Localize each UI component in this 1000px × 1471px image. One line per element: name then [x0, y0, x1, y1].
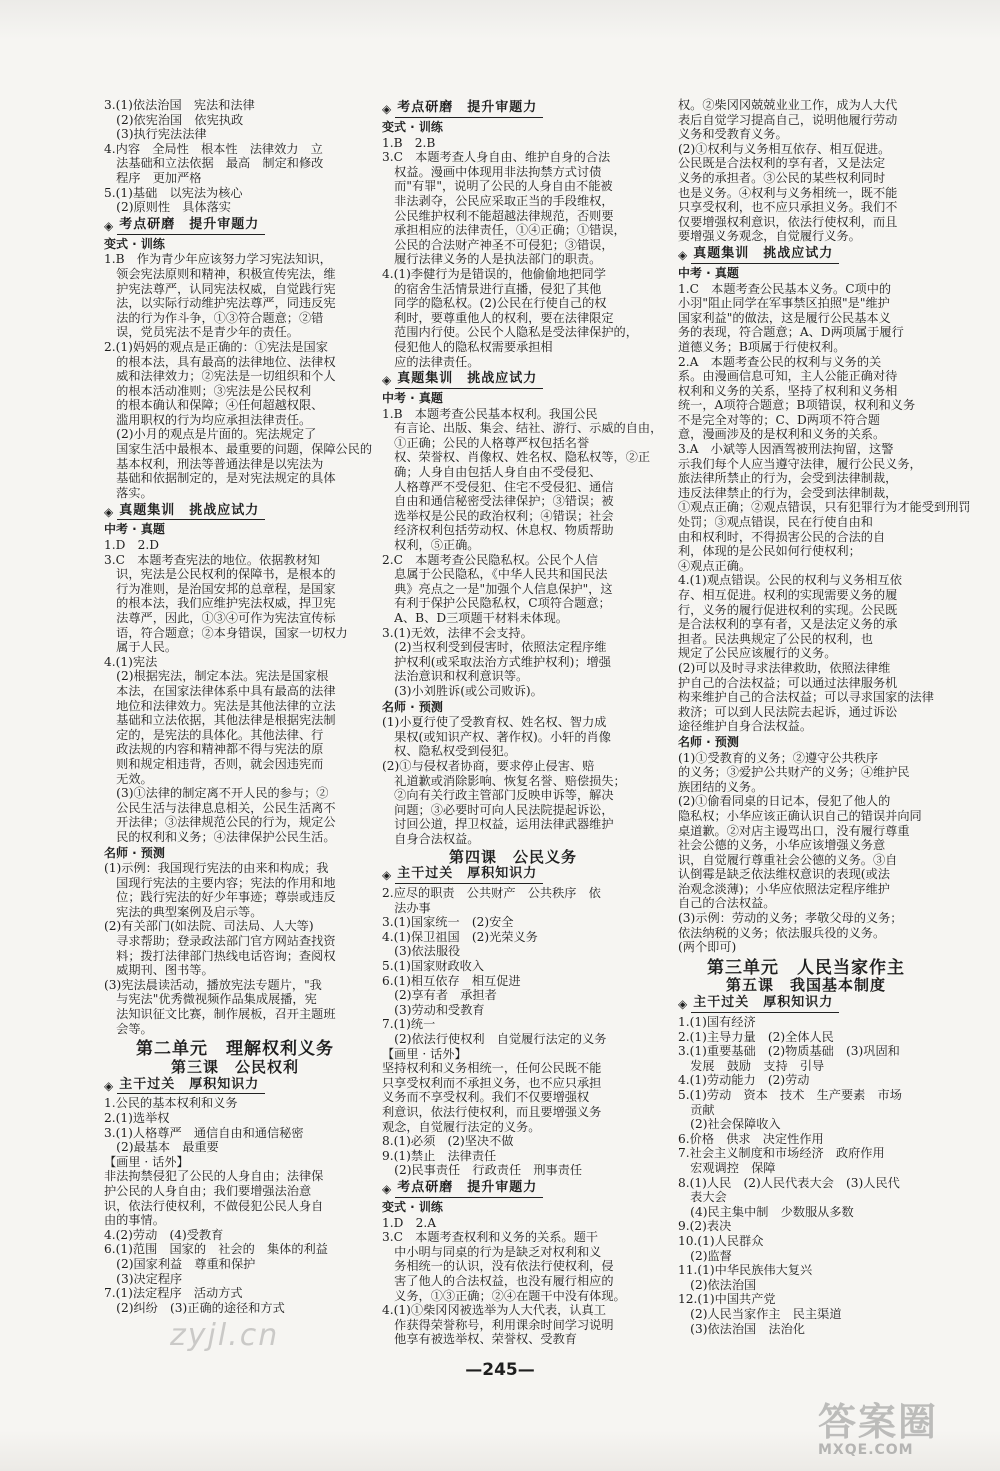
text-line: 法的行为作斗争，①③符合题意；②错: [104, 310, 324, 325]
text-line: 护权利(或采取法治方式维护权利)；增强: [382, 654, 611, 669]
text-line: 由的事情。: [104, 1213, 165, 1228]
text-line: 也是义务。④权利与义务相统一，既不能: [678, 185, 898, 200]
text-line: 发展 鼓励 支持 引导: [678, 1058, 825, 1073]
text-line: 要增强义务观念，自觉履行义务。: [678, 229, 861, 244]
text-line: 法办事: [382, 900, 431, 915]
text-line: 会等。: [104, 1021, 153, 1036]
text-line: 1.D 2.D: [104, 538, 159, 553]
text-line: 法，以实际行动维护宪法尊严，同违反宪: [104, 296, 336, 311]
text-line: 而"有罪"，说明了公民的人身自由不能被: [382, 179, 613, 194]
diamond-icon: ◈: [678, 997, 688, 1012]
text-line: 承担相应的法律责任，①④正确；①错误，: [382, 223, 626, 238]
text-line: 【画里 · 话外】: [382, 1046, 467, 1061]
text-line: (1)小夏行使了受教育权、姓名权、智力成: [382, 715, 607, 730]
text-line: 经济权利包括劳动权、休息权、物质帮助: [382, 523, 614, 538]
text-line: 法基础和立法依据 最高 制定和修改: [104, 156, 324, 171]
text-line: 威期刊、图书等。: [104, 963, 214, 978]
text-line: 9.(1)禁止 法律责任: [382, 1148, 497, 1163]
text-line: (2)享有者 承担者: [382, 988, 497, 1003]
text-line: (3)决定程序: [104, 1271, 183, 1286]
text-line: 贡献: [678, 1102, 715, 1117]
section-heading: [104, 503, 366, 520]
section-heading: [104, 218, 366, 235]
text-line: 非法剥夺，公民应采取正当的手段维权，: [382, 193, 614, 208]
text-line: 2.(1)主导力量 (2)全体人民: [678, 1029, 834, 1044]
lesson-title: 第四课 公民义务: [448, 847, 577, 866]
text-line: 典》亮点之一是"加强个人信息保护"，这: [382, 581, 613, 596]
text-line: 的义务；③爱护公共财产的义务；④维护民: [678, 765, 910, 780]
column-middle: [382, 98, 663, 1348]
text-line: 的根本确认和保障；④任何超越权限、: [104, 398, 324, 413]
text-line: 5.(1)基础 以宪法为核心: [104, 185, 243, 200]
text-line: 无效。: [104, 771, 153, 786]
text-line: 领会宪法原则和精神，积极宣传宪法，维: [104, 266, 336, 281]
subsection-label: 名师 · 预测: [382, 699, 443, 714]
subsection-label: 中考 · 真题: [382, 391, 443, 406]
text-line: 他享有被选举权、荣誉权、受教育: [382, 1332, 577, 1347]
text-line: 违反法律禁止的行为，会受到法律制裁，: [678, 485, 898, 500]
text-line: 公民生活与法律息息相关，公民生活离不: [104, 800, 336, 815]
section-heading-label: 真题集训 挑战应试力: [395, 372, 543, 389]
text-line: 行，义务的履行促进权利的实现。公民既: [678, 602, 898, 617]
text-line: 3.(1)无效，法律不会支持。: [382, 625, 533, 640]
column-right: [678, 98, 971, 1348]
text-line: 果权(或知识产权、著作权)。小轩的肖像: [382, 729, 611, 744]
text-line: 2.(1)妈妈的观点是正确的：①宪法是国家: [104, 339, 328, 354]
section-heading: [382, 1181, 644, 1198]
text-line: 问题；③必要时可向人民法院提起诉讼，: [382, 802, 614, 817]
text-line: 7.(1)法定程序 活动方式: [104, 1286, 243, 1301]
text-line: 5.(1)国家财政收入: [382, 959, 485, 974]
text-line: 利，体现的是公民如何行使权利；: [678, 544, 861, 559]
text-line: 基础和立法依据，其他法律是根据宪法制: [104, 713, 336, 728]
text-line: 的根本活动准则；③宪法是公民权利: [104, 383, 312, 398]
watermark-logo-text: 答案圈: [818, 1400, 939, 1444]
text-line: (2)依法行使权利 自觉履行法定的义务: [382, 1032, 607, 1047]
text-line: (3)小刘胜诉(或公司败诉)。: [382, 683, 543, 698]
subsection-label: 变式 · 训练: [382, 1199, 443, 1214]
text-line: 有利于保护公民隐私权，C项符合题意；: [382, 596, 611, 611]
unit-title: 第三单元 人民当家作主: [707, 957, 905, 978]
text-line: (2)纠纷 (3)正确的途径和方式: [104, 1300, 285, 1315]
text-line: ④观点正确。: [678, 558, 752, 573]
text-line: 1.公民的基本权利和义务: [104, 1096, 238, 1111]
text-line: 威和法律效力；②宪法是一切组织和个人: [104, 369, 336, 384]
text-line: 务的表现，符合题意；A、D两项属于履行: [678, 325, 904, 340]
text-line: 公民维护权利不能超越法律规范，否则要: [382, 208, 614, 223]
text-line: 小羽"阻止同学在军事禁区拍照"是"维护: [678, 296, 890, 311]
text-line: 法尊严，因此，①③④可作为宪法宣传标: [104, 611, 336, 625]
text-line: 识，自觉履行尊重社会公德的义务。③自: [678, 852, 898, 867]
text-line: 权。②柴冈冈兢兢业业工作，成为人大代: [678, 98, 898, 112]
text-line: (3)执行宪法法律: [104, 127, 207, 142]
text-line: 社会公德的义务，小华应该增强义务意: [678, 838, 886, 853]
text-line: 4.(1)李健行为是错误的，他偷偷地把同学: [382, 266, 606, 281]
text-line: (3)宪法晨读活动，播放宪法专题片，"我: [104, 977, 322, 992]
unit-title: 第二单元 理解权利义务: [136, 1039, 334, 1060]
text-line: 治观念淡薄)；小华应依照法定程序维护: [678, 881, 890, 896]
text-line: 民的权利和义务；④法律保护公民生活。: [104, 829, 336, 844]
text-line: 5.(1)劳动 资本 技术 生产要素 市场: [678, 1088, 902, 1102]
text-line: 12.(1)中国共产党: [678, 1292, 776, 1307]
text-line: (2)原则性 具体落实: [104, 200, 231, 215]
text-line: (两个即可): [678, 940, 737, 955]
text-line: 则和规定相违背，否则，就会因违宪而: [104, 756, 324, 771]
text-line: (2)国家利益 尊重和保护: [104, 1256, 256, 1271]
text-line: (2)依法治国: [678, 1277, 757, 1292]
text-line: 3.(1)国家统一 (2)安全: [382, 915, 514, 930]
text-line: 自由和通信秘密受法律保护；③错误；被: [382, 494, 614, 509]
text-line: 基本权利，刑法等普通法律是以宪法为: [104, 456, 324, 471]
text-line: ②向有关行政主管部门反映申诉等，解决: [382, 788, 614, 803]
text-line: 4.(1)观点错误。公民的权利与义务相互依: [678, 573, 902, 588]
section-heading: [678, 247, 934, 264]
text-line: 定的，是宪法的具体化。其他法律、行: [104, 727, 324, 742]
text-line: 只享受权利，也不应只承担义务。我们不: [678, 200, 898, 215]
text-line: 仅要增强权利意识，依法行使权利，而且: [678, 214, 898, 229]
text-line: 4.内容 全局性 根本性 法律效力 立: [104, 141, 323, 156]
text-line: 【画里 · 话外】: [104, 1154, 189, 1169]
text-line: 依法纳税的义务；依法服兵役的义务。: [678, 925, 886, 940]
text-line: 应的法律责任。: [382, 354, 480, 369]
text-line: (1)①受教育的义务；②遵守公共秩序: [678, 750, 879, 765]
text-line: 10.(1)人民群众: [678, 1233, 764, 1248]
text-line: 3.(1)依法治国 宪法和法律: [104, 98, 255, 112]
text-line: (2)可以及时寻求法律救助，依照法律维: [678, 660, 891, 675]
text-line: 讨回公道，捍卫权益，运用法律武器维护: [382, 817, 614, 832]
text-line: (2)人民当家作主 民主渠道: [678, 1306, 842, 1321]
text-line: (4)民主集中制 少数服从多数: [678, 1204, 854, 1219]
diamond-icon: ◈: [104, 218, 114, 233]
text-line: 系。由漫画信息可知，主人公能正确对待: [678, 369, 898, 384]
text-line: 担者。民法典规定了公民的权利，也: [678, 631, 873, 646]
text-line: 是合法权利的享有者，又是法定义务的承: [678, 617, 898, 632]
text-line: 途径维护自身合法权益。: [678, 719, 813, 734]
section-heading: [678, 996, 934, 1013]
text-line: 非法拘禁侵犯了公民的人身自由；法律保: [104, 1169, 324, 1184]
text-line: 利时，要尊重他人的权利，要在法律限定: [382, 310, 614, 325]
text-line: 示我们每个人应当遵守法律，履行公民义务，: [678, 456, 922, 471]
subsection-label: 名师 · 预测: [678, 734, 739, 749]
text-line: 4.(1)劳动能力 (2)劳动: [678, 1073, 810, 1088]
text-line: 义务的承担者。③公民的某些权利同时: [678, 170, 886, 185]
subsection-label: 名师 · 预测: [104, 845, 165, 860]
text-line: 同学的隐私权。(2)公民在行使自己的权: [382, 296, 607, 311]
section-heading-label: 真题集训 挑战应试力: [691, 247, 839, 264]
text-line: 国家生活中最根本、最重要的问题，保障公民的: [104, 442, 373, 457]
text-line: 桌道歉。②对店主谩骂出口，没有履行尊重: [678, 823, 910, 838]
text-line: (2)①与侵权者协商，要求停止侵害、赔: [382, 758, 595, 773]
subsection-label: 变式 · 训练: [382, 120, 443, 134]
text-line: 3.C 本题考查宪法的地位。依据教材知: [104, 552, 320, 567]
text-line: 政法规的内容和精神都不得与宪法的原: [104, 742, 324, 757]
text-line: 国家利益"的做法，这是履行公民基本义: [678, 310, 891, 325]
diamond-icon: ◈: [382, 102, 392, 117]
text-line: 观念，自觉履行法定的义务。: [382, 1119, 541, 1134]
text-line: 1.D 2.A: [382, 1215, 437, 1230]
text-line: 履行法律义务的人是执法部门的职责。: [382, 252, 602, 267]
text-line: 礼道歉或消除影响、恢复名誉、赔偿损失；: [382, 773, 626, 788]
text-line: 护宪法尊严，认同宪法权威，自觉践行宪: [104, 281, 336, 296]
text-line: 开法律；③法律规范公民的行为，规定公: [104, 815, 336, 830]
section-heading-label: 主干过关 厚积知识力: [117, 1078, 265, 1095]
text-line: 法治意识和权利意识等。: [382, 669, 529, 684]
text-line: 7.社会主义制度和市场经济 政府作用: [678, 1146, 885, 1161]
text-line: 权益。漫画中体现用非法拘禁方式讨债: [382, 164, 602, 179]
text-line: 确；人身自由包括人身自由不受侵犯、: [382, 465, 602, 480]
text-line: 落实。: [104, 485, 153, 500]
page-number: —245—: [465, 1360, 535, 1380]
text-line: 4.(2)劳动 (4)受教育: [104, 1227, 224, 1242]
subsection-label: 中考 · 真题: [104, 522, 165, 537]
text-line: 误，党员宪法不是青少年的责任。: [104, 325, 299, 340]
text-line: 行为准则，是治国安邦的总章程，是国家: [104, 581, 336, 596]
text-line: ①观点正确；②观点错误，只有犯罪行为才能受到刑罚: [678, 500, 971, 515]
text-line: 6.(1)相互依存 相互促进: [382, 973, 521, 988]
text-line: (1)示例：我国现行宪法的由来和构成；我: [104, 861, 329, 876]
text-line: (3)①法律的制定离不开人民的参与；②: [104, 786, 329, 801]
text-line: 滥用职权的行为均应承担法律责任。: [104, 412, 312, 427]
text-line: (3)示例：劳动的义务；孝敬父母的义务；: [678, 911, 903, 926]
text-line: 识，依法行使权利，不做侵犯公民人身自: [104, 1198, 324, 1213]
subsection-label: 变式 · 训练: [104, 236, 165, 251]
text-line: 人格尊严不受侵犯、住宅不受侵犯、通信: [382, 479, 614, 494]
text-line: 8.(1)人民 (2)人民代表大会 (3)人民代: [678, 1175, 900, 1190]
text-line: 务相统一的认识，没有依法行使权利，侵: [382, 1259, 614, 1274]
text-line: 国现行宪法的主要内容；宪法的作用和地: [104, 875, 336, 890]
text-line: 4.(1)保卫祖国 (2)光荣义务: [382, 929, 538, 944]
text-line: 选举权是公民的政治权利；④错误；社会: [382, 508, 614, 523]
text-line: 护自己的合法权益；可以通过法律服务机: [678, 675, 898, 690]
section-heading: [104, 1077, 366, 1094]
section-heading-label: 真题集训 挑战应试力: [117, 504, 265, 521]
text-line: 范围内行使。公民个人隐私是受法律保护的，: [382, 325, 638, 340]
text-line: 规定了公民应该履行的义务。: [678, 646, 837, 661]
text-line: ①正确；公民的人格尊严权包括名誉: [382, 435, 590, 450]
text-line: 存、相互促进。权利的实现需要义务的履: [678, 588, 898, 602]
text-line: 本法，在国家法律体系中具有最高的法律: [104, 683, 336, 698]
text-line: 2.A 本题考查公民的权利与义务的关: [678, 354, 882, 369]
text-line: (2)①权利与义务相互依存、相互促进。: [678, 141, 891, 156]
section-heading: [382, 101, 644, 118]
text-line: 表后自觉学习提高自己，说明他履行劳动: [678, 112, 898, 127]
text-line: 识，宪法是公民权利的保障书，是根本的: [104, 567, 336, 582]
text-line: 与宪法"优秀微视频作品集成展播，宪: [104, 992, 317, 1007]
text-line: 2.应尽的职责 公共财产 公共秩序 依: [382, 886, 601, 901]
text-line: 侵犯他人的隐私权需要承担相: [382, 339, 553, 354]
text-line: 宪法的典型案例及启示等。: [104, 904, 263, 919]
text-line: 旅法律所禁止的行为，会受到法律制裁，: [678, 471, 898, 486]
text-line: 11.(1)中华民族伟大复兴: [678, 1263, 813, 1278]
text-line: (2)小月的观点是片面的。宪法规定了: [104, 427, 317, 442]
text-line: 处罚；③观点错误，民在行使自由和: [678, 515, 873, 530]
text-line: 4.(1)宪法: [104, 654, 158, 669]
text-line: 害了他人的合法权益，也没有履行相应的: [382, 1273, 614, 1288]
text-line: 自身合法权益。: [382, 831, 480, 846]
text-line: 9.(2)表决: [678, 1219, 732, 1234]
text-line: 中小明与同桌的行为是缺乏对权利和义: [382, 1244, 602, 1259]
text-line: 1.B 作为青少年应该努力学习宪法知识，: [104, 252, 332, 267]
column-left: [104, 98, 373, 1348]
text-line: 6.价格 供求 决定性作用: [678, 1131, 824, 1146]
text-line: (3)依法治国 法治化: [678, 1321, 805, 1336]
text-line: 的宿舍生活情景进行直播，侵犯了其他: [382, 281, 602, 296]
section-heading-label: 考点研磨 提升审题力: [395, 1181, 543, 1198]
text-line: 族团结的义务。: [678, 779, 764, 794]
text-line: 道德义务；B项属于行使权利。: [678, 339, 846, 354]
text-line: 2.C 本题考查公民隐私权。公民个人信: [382, 552, 598, 567]
section-heading-label: 主干过关 厚积知识力: [395, 867, 543, 884]
text-line: 法知识征文比赛，制作展板，召开主题班: [104, 1007, 336, 1022]
text-line: 只享受权利而不承担义务，也不应只承担: [382, 1075, 602, 1090]
text-line: 表大会: [678, 1190, 727, 1205]
section-heading-label: 考点研磨 提升审题力: [117, 218, 265, 235]
diamond-icon: ◈: [104, 504, 114, 519]
text-line: 语，符合题意；②本身错误，国家一切权力: [104, 625, 348, 640]
text-line: 属于人民。: [104, 640, 178, 655]
diamond-icon: ◈: [678, 248, 688, 263]
text-line: 义务，①③正确；②④在题干中没有体现。: [382, 1288, 626, 1303]
text-line: 统一，A项符合题意；B项错误，权利和义务: [678, 398, 916, 413]
lesson-title: 第三课 公民权利: [170, 1057, 299, 1076]
text-line: 1.C 本题考查公民基本义务。C项中的: [678, 281, 892, 296]
text-line: 3.(1)重要基础 (2)物质基础 (3)巩固和: [678, 1044, 900, 1059]
diamond-icon: ◈: [104, 1078, 114, 1093]
text-line: 1.B 本题考查公民基本权利。我国公民: [382, 406, 598, 421]
text-line: (2)有关部门(如法院、司法局、人大等): [104, 919, 314, 934]
text-line: 有言论、出版、集会、结社、游行、示威的自由，: [382, 421, 663, 436]
text-line: 1.(1)国有经济: [678, 1015, 756, 1030]
text-line: 2.(1)选举权: [104, 1111, 170, 1125]
text-line: (3)劳动和受教育: [382, 1002, 485, 1017]
text-line: A、B、D三项题干材料未体现。: [382, 611, 568, 625]
text-line: (2)社会保障收入: [678, 1117, 781, 1132]
text-line: (3)依法服役: [382, 944, 461, 959]
text-line: 权利，⑤正确。: [382, 538, 480, 553]
text-line: 的根本法，具有最高的法律地位、法律权: [104, 354, 336, 369]
text-line: (2)依宪治国 依宪执政: [104, 112, 244, 127]
text-line: 认倒霉是缺乏依法维权意识的表现(或法: [678, 867, 890, 882]
text-line: 4.(1)①柴冈冈被选举为人大代表，认真工: [382, 1303, 606, 1318]
text-line: 地位和法律效力。宪法是其他法律的立法: [104, 698, 336, 713]
text-line: (2)①偷看同桌的日记本，侵犯了他人的: [678, 794, 891, 809]
watermark-logo: [818, 1402, 968, 1464]
text-line: 息属于公民隐私，《中华人民共和国民法: [382, 567, 608, 582]
text-line: 利意识，依法行使权利，而且要增强义务: [382, 1105, 602, 1119]
text-line: 6.(1)范围 国家的 社会的 集体的利益: [104, 1242, 328, 1257]
text-line: 救济；可以到人民法院去起诉，通过诉讼: [678, 704, 898, 719]
text-line: (2)根据宪法，制定本法。宪法是国家根: [104, 669, 329, 684]
lesson-title: 第五课 我国基本制度: [725, 976, 886, 995]
text-line: 3.A 小斌等人因酒驾被刑法拘留，这警: [678, 442, 894, 457]
watermark-left: zyjl.cn: [170, 1318, 280, 1353]
text-line: 义务和受教育义务。: [678, 127, 788, 142]
diamond-icon: ◈: [382, 868, 392, 883]
diamond-icon: ◈: [382, 373, 392, 388]
text-line: 隐私权；小华应该正确认识自己的错误并向同: [678, 808, 922, 823]
watermark-url: MXQE.COM: [818, 1442, 914, 1458]
diamond-icon: ◈: [382, 1182, 392, 1197]
text-line: 宏观调控 保障: [678, 1160, 776, 1175]
text-line: 不是完全对等的；C、D两项不符合题: [678, 412, 880, 427]
text-line: (2)监督: [678, 1248, 732, 1263]
text-line: 坚持权利和义务相统一，任何公民既不能: [382, 1061, 602, 1076]
text-line: 料；拨打法律部门热线电话咨询；查阅权: [104, 948, 336, 963]
text-line: 作获得荣誉称号，利用课余时间学习说明: [382, 1317, 614, 1332]
text-line: 1.B 2.B: [382, 135, 436, 150]
text-line: 程序 更加严格: [104, 170, 202, 185]
text-line: 护公民的人身自由；我们要增强法治意: [104, 1183, 312, 1198]
section-heading-label: 考点研磨 提升审题力: [395, 101, 543, 118]
text-line: 由和权利时，不得损害公民的合法的自: [678, 529, 886, 544]
text-line: 权利和义务的关系，坚持了权利和义务相: [678, 383, 898, 398]
text-line: 权、荣誉权、肖像权、姓名权、隐私权等，②正: [382, 450, 651, 465]
text-line: 自己的合法权益。: [678, 896, 776, 911]
section-heading-label: 主干过关 厚积知识力: [691, 996, 839, 1013]
text-line: (2)当权利受到侵害时，依照法定程序维: [382, 640, 607, 655]
text-line: 公民既是合法权利的享有者，又是法定: [678, 156, 886, 171]
text-line: 7.(1)统一: [382, 1017, 436, 1032]
text-line: (2)民事责任 行政责任 刑事责任: [382, 1163, 583, 1178]
text-line: 3.C 本题考查权利和义务的关系。题干: [382, 1230, 598, 1245]
text-line: 构来维护自己的合法权益；可以寻求国家的法律: [678, 690, 934, 705]
section-heading: [382, 867, 644, 884]
text-line: 基础和依据制定的，是对宪法规定的具体: [104, 471, 336, 486]
text-line: 3.C 本题考查人身自由、维护自身的合法: [382, 150, 611, 165]
subsection-label: 中考 · 真题: [678, 265, 739, 280]
section-heading: [382, 372, 644, 389]
text-line: 义务而不享受权利。我们不仅要增强权: [382, 1090, 590, 1105]
text-line: (2)最基本 最重要: [104, 1140, 219, 1155]
text-line: 3.(1)人格尊严 通信自由和通信秘密: [104, 1125, 304, 1140]
text-line: 的根本法，我们应维护宪法权威，捍卫宪: [104, 596, 336, 611]
text-line: 位；践行宪法的好少年事迹；尊崇或违反: [104, 890, 336, 905]
text-line: 公民的合法财产神圣不可侵犯；③错误，: [382, 237, 614, 252]
text-line: 意，漫画涉及的是权利和义务的关系。: [678, 427, 886, 442]
text-line: 8.(1)必须 (2)坚决不做: [382, 1134, 514, 1149]
text-line: 权、隐私权受到侵犯。: [382, 744, 517, 759]
text-line: 寻求帮助；登录政法部门官方网站查找资: [104, 934, 336, 949]
